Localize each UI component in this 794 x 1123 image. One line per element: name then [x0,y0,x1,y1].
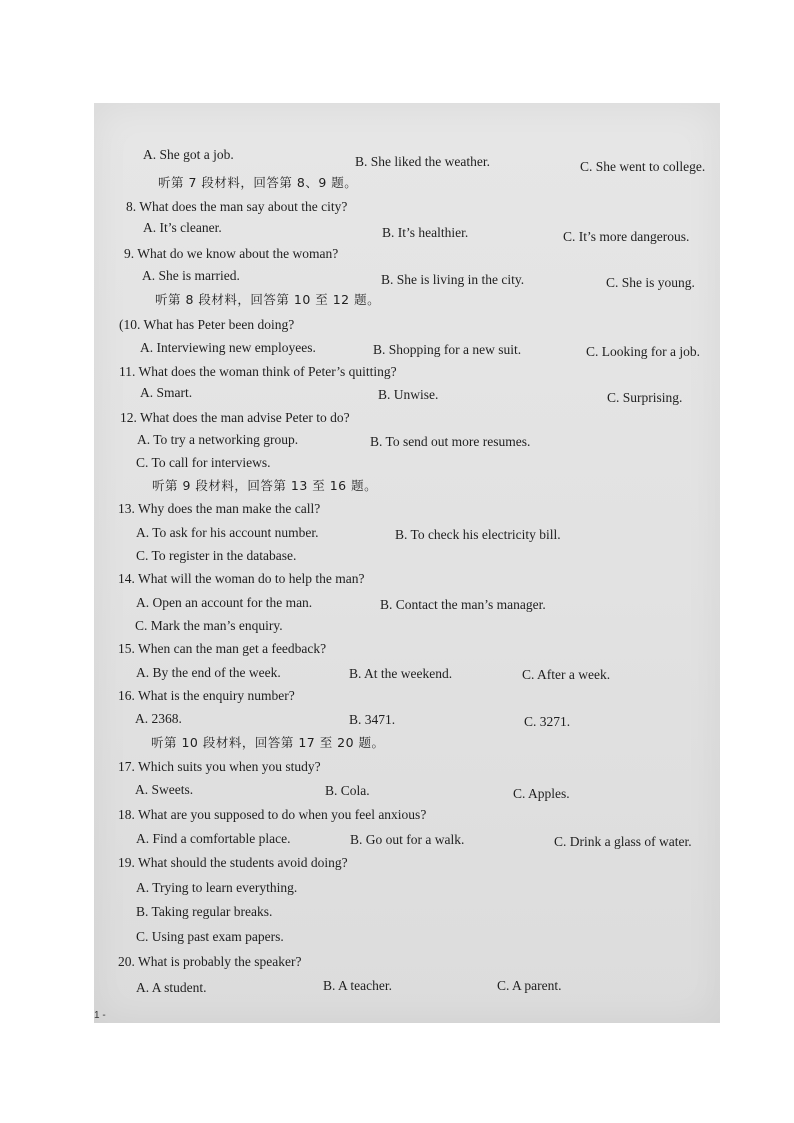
q17-option-c: C. Apples. [513,786,570,801]
q18-option-b: B. Go out for a walk. [350,832,465,847]
q11-option-a: A. Smart. [140,385,193,400]
section-9-heading: 听第 9 段材料，回答第 13 至 16 题。 [152,478,378,493]
q9-question: 9. What do we know about the woman? [124,246,339,261]
q10-option-b: B. Shopping for a new suit. [373,342,522,357]
q14-question: 14. What will the woman do to help the man? [118,571,365,586]
q18-option-a: A. Find a comfortable place. [136,831,291,846]
section-8-heading: 听第 8 段材料，回答第 10 至 12 题。 [155,292,381,307]
q11-question: 11. What does the woman think of Peter’s quitting? [119,364,397,379]
q19-question: 19. What should the students avoid doing? [118,855,348,870]
q12-option-a: A. To try a networking group. [137,432,299,447]
page-number: 1 - [94,1010,106,1021]
q10-option-c: C. Looking for a job. [586,344,700,359]
q10-option-a: A. Interviewing new employees. [140,340,316,355]
q9-option-b: B. She is living in the city. [381,272,525,287]
q13-option-c: C. To register in the database. [136,548,297,563]
q19-option-b: B. Taking regular breaks. [136,904,273,919]
q17-option-b: B. Cola. [325,783,370,798]
q8-option-b: B. It’s healthier. [382,225,469,240]
q19-option-a: A. Trying to learn everything. [136,880,298,895]
q17-question: 17. Which suits you when you study? [118,759,321,774]
q8-option-c: C. It’s more dangerous. [563,229,690,244]
q11-option-b: B. Unwise. [378,387,439,402]
q11-option-c: C. Surprising. [607,390,683,405]
q13-question: 13. Why does the man make the call? [118,501,321,516]
q7-option-b: B. She liked the weather. [355,154,490,169]
section-10-heading: 听第 10 段材料，回答第 17 至 20 题。 [151,735,385,750]
q15-option-a: A. By the end of the week. [136,665,281,680]
q8-option-a: A. It’s cleaner. [143,220,222,235]
q15-option-c: C. After a week. [522,667,611,682]
q18-option-c: C. Drink a glass of water. [554,834,692,849]
q14-option-a: A. Open an account for the man. [136,595,313,610]
q13-option-b: B. To check his electricity bill. [395,527,561,542]
q20-option-a: A. A student. [136,980,207,995]
section-7-heading: 听第 7 段材料，回答第 8、9 题。 [158,175,358,190]
q20-question: 20. What is probably the speaker? [118,954,302,969]
q12-option-b: B. To send out more resumes. [370,434,531,449]
q16-option-a: A. 2368. [135,711,182,726]
q15-option-b: B. At the weekend. [349,666,453,681]
q10-question: (10. What has Peter been doing? [119,317,295,332]
q15-question: 15. When can the man get a feedback? [118,641,327,656]
q13-option-a: A. To ask for his account number. [136,525,319,540]
q12-question: 12. What does the man advise Peter to do? [120,410,350,425]
q8-question: 8. What does the man say about the city? [126,199,348,214]
q17-option-a: A. Sweets. [135,782,194,797]
q9-option-c: C. She is young. [606,275,695,290]
q20-option-c: C. A parent. [497,978,562,993]
q12-option-c: C. To call for interviews. [136,455,271,470]
q9-option-a: A. She is married. [142,268,240,283]
q18-question: 18. What are you supposed to do when you feel anxious? [118,807,427,822]
q16-option-b: B. 3471. [349,712,396,727]
q19-option-c: C. Using past exam papers. [136,929,284,944]
q16-question: 16. What is the enquiry number? [118,688,295,703]
q7-option-c: C. She went to college. [580,159,706,174]
q14-option-b: B. Contact the man’s manager. [380,597,546,612]
q14-option-c: C. Mark the man’s enquiry. [135,618,283,633]
q7-option-a: A. She got a job. [143,147,234,162]
q16-option-c: C. 3271. [524,714,571,729]
q20-option-b: B. A teacher. [323,978,392,993]
